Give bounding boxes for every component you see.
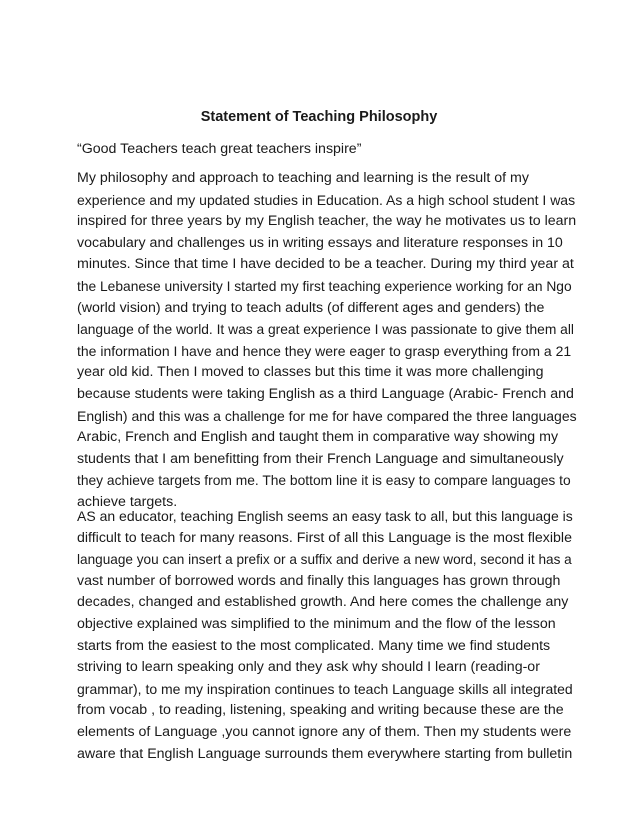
text-line: experience and my updated studies in Education. As a high school student I was <box>77 191 576 208</box>
text-line: vocabulary and challenges us in writing essays and literature responses in 10 <box>77 234 563 251</box>
text-line: starts from the easiest to the most complicated. Many time we find students <box>77 637 551 654</box>
paragraph-1 <box>77 168 577 514</box>
text-line: My philosophy and approach to teaching and learning is the result of my <box>77 170 529 186</box>
text-line: year old kid. Then I moved to classes but this time it was more challenging <box>77 364 544 381</box>
text-line: vast number of borrowed words and finally this languages has grown through <box>77 572 561 589</box>
document-title: Statement of Teaching Philosophy <box>200 109 438 125</box>
text-line: language you can insert a prefix or a suffix and derive a new word, second it has a <box>77 552 572 568</box>
text-line: striving to learn speaking only and they ask why should I learn (reading-or <box>77 659 540 676</box>
text-line: (world vision) and trying to teach adults (of different ages and genders) the <box>77 299 545 316</box>
text-line: Arabic, French and English and taught them in comparative way showing my <box>77 429 559 446</box>
text-line: English) and this was a challenge for me for have compared the three languages <box>77 407 577 424</box>
text-line: the Lebanese university I started my first teaching experience working for an Ngo <box>77 278 572 294</box>
text-line: they achieve targets from me. The bottom line it is easy to compare languages to <box>77 473 571 489</box>
text-line: minutes. Since that time I have decided to be a teacher. During my third year at <box>77 256 574 273</box>
text-line: objective explained was simplified to the minimum and the flow of the lesson <box>77 615 556 632</box>
text-line: students that I am benefitting from their French Language and simultaneously <box>77 450 564 467</box>
text-line: achieve targets. <box>77 493 178 510</box>
text-line: the information I have and hence they were eager to grasp everything from a 21 <box>77 342 572 359</box>
text-line: language of the world. It was a great experience I was passionate to give them all <box>77 322 574 338</box>
text-line: because students were taking English as a third Language (Arabic- French and <box>77 385 574 402</box>
text-line: aware that English Language surrounds them everywhere starting from bulletin <box>77 745 573 762</box>
text-line: grammar), to me my inspiration continues to teach Language skills all integrated <box>77 680 573 697</box>
text-line: difficult to teach for many reasons. First of all this Language is the most flexible <box>77 529 572 546</box>
paragraph-2 <box>77 506 577 765</box>
text-line: AS an educator, teaching English seems an easy task to all, but this language is <box>77 508 573 524</box>
text-line: decades, changed and established growth. And here comes the challenge any <box>77 594 569 611</box>
epigraph-quote: “Good Teachers teach great teachers inspire” <box>77 141 362 157</box>
text-line: elements of Language ,you cannot ignore any of them. Then my students were <box>77 723 572 740</box>
text-line: from vocab , to reading, listening, speaking and writing because these are the <box>77 702 564 719</box>
text-line: inspired for three years by my English teacher, the way he motivates us to learn <box>77 213 577 230</box>
